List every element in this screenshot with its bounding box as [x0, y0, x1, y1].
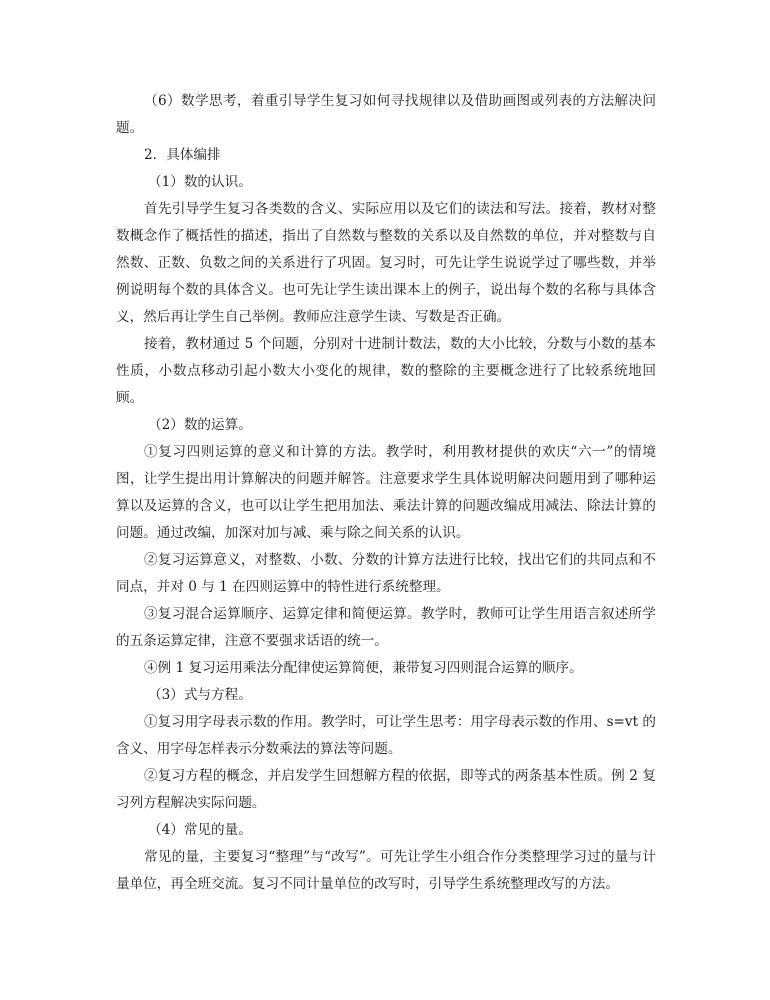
paragraph-equations-2: ②复习方程的概念，并启发学生回想解方程的依据，即等式的两条基本性质。例 2 复习列方程解决实际问题。 — [116, 768, 656, 811]
paragraph-operations-3: ③复习混合运算顺序、运算定律和简便运算。教学时，教师可让学生用语言叙述所学的五条运算定律，注意不要强求话语的统一。 — [116, 606, 656, 649]
subheading-operations: （2）数的运算。 — [148, 417, 252, 433]
paragraph-operations-2: ②复习运算意义，对整数、小数、分数的计算方法进行比较，找出它们的共同点和不同点，并对 0 与 1 在四则运算中的特性进行系统整理。 — [116, 552, 656, 595]
paragraph-common-quantities: 常见的量，主要复习“整理”与“改写”。可先让学生小组合作分类整理学习过的量与计量单位，再全班交流。复习不同计量单位的改写时，引导学生系统整理改写的方法。 — [116, 849, 656, 892]
document-body — [116, 88, 656, 898]
subheading-expressions-equations: （3）式与方程。 — [148, 687, 252, 703]
paragraph-equations-1: ①复习用字母表示数的作用。教学时，可让学生思考：用字母表示数的作用、s=vt 的含义、用字母怎样表示分数乘法的算法等问题。 — [116, 714, 656, 757]
paragraph-five-questions: 接着，教材通过 5 个问题，分别对十进制计数法，数的大小比较，分数与小数的基本性质，小数点移动引起小数大小变化的规律，数的整除的主要概念进行了比较系统地回顾。 — [116, 336, 656, 406]
paragraph-math-thinking: （6）数学思考，着重引导学生复习如何寻找规律以及借助画图或列表的方法解决问题。 — [116, 93, 656, 136]
paragraph-operations-1: ①复习四则运算的意义和计算的方法。教学时，利用教材提供的欢庆“六一”的情境图，让学生提出用计算解决的问题并解答。注意要求学生具体说明解决问题用到了哪种运算以及运算的含义，也可以让学生把用加法、乘法计算的问题改编成用减法、除法计算的问题。通过改编，加深对加与减、乘与除之间关系的认识。 — [116, 444, 656, 541]
section-heading-arrangement: 2．具体编排 — [144, 147, 221, 163]
paragraph-operations-4: ④例 1 复习运用乘法分配律使运算简便，兼带复习四则混合运算的顺序。 — [144, 660, 583, 676]
subheading-common-quantities: （4）常见的量。 — [148, 822, 252, 838]
paragraph-number-concepts-intro: 首先引导学生复习各类数的含义、实际应用以及它们的读法和写法。接着，教材对整数概念作了概括性的描述，指出了自然数与整数的关系以及自然数的单位，并对整数与自然数、正数、负数之间的关系进行了巩固。复习时，可先让学生说说学过了哪些数，并举例说明每个数的具体含义。也可先让学生读出课本上的例子，说出每个数的名称与具体含义，然后再让学生自己举例。教师应注意学生读、写数是否正确。 — [116, 201, 656, 325]
subheading-number-concepts: （1）数的认识。 — [148, 174, 252, 190]
